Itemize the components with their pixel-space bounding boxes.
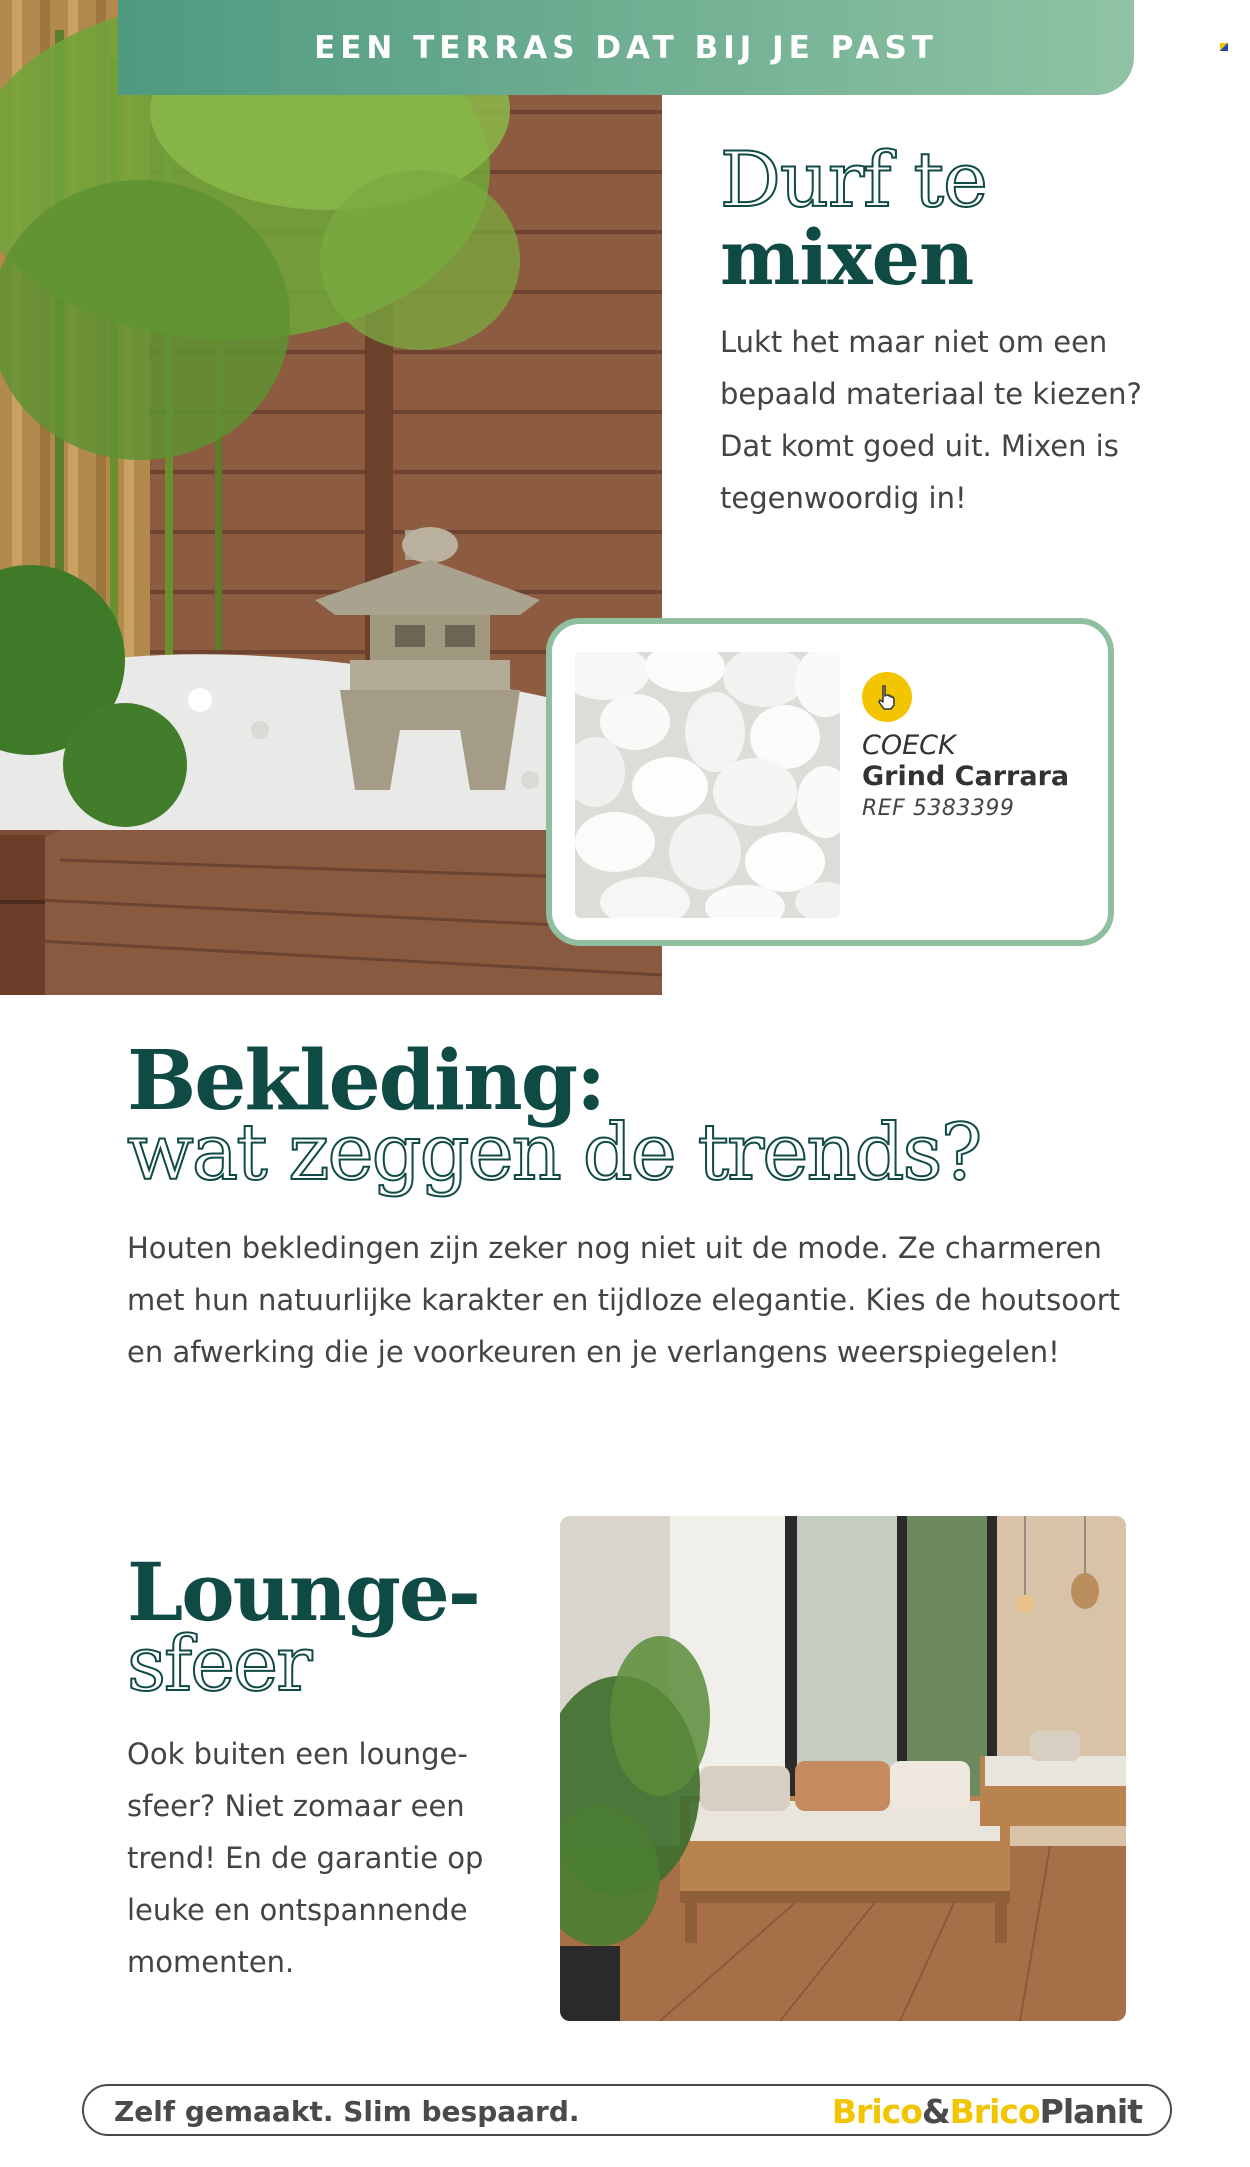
mixen-heading-outline: Durf te <box>720 135 988 224</box>
mixen-body: Lukt het maar niet om een bepaald materiaal te kiezen? Dat komt goed uit. Mixen is tegenwoordig in! <box>720 325 1142 515</box>
footer-bar <box>82 2084 1172 2136</box>
product-brand: COECK <box>862 730 956 761</box>
brico-logo[interactable] <box>832 2092 1142 2131</box>
bekleding-body: Houten bekledingen zijn zeker nog niet uit de mode. Ze charmeren met hun natuurlijke karakter en tijdloze elegantie. Kies de houtsoort en afwerking die je voorkeuren en je verlangens weerspiegelen! <box>127 1231 1121 1369</box>
bekleding-heading-outline: wat zeggen de trends? <box>127 1108 981 1198</box>
product-card[interactable] <box>546 618 1114 946</box>
lounge-terrace-photo <box>560 1516 1126 2021</box>
logo-part-brico: Brico <box>831 2092 922 2131</box>
brand-mark-icon <box>1220 43 1228 51</box>
banner-title: EEN TERRAS DAT BIJ JE PAST <box>314 29 938 66</box>
lounge-heading-solid: Lounge- <box>127 1545 479 1639</box>
header-banner <box>118 0 1134 95</box>
pointing-hand-icon <box>862 672 912 722</box>
logo-part-planit: Planit <box>1039 2092 1142 2131</box>
lounge-body: Ook buiten een lounge-sfeer? Niet zomaar een trend! En de garantie op leuke en ontspannende momenten. <box>127 1737 484 1979</box>
mixen-heading <box>720 135 988 302</box>
product-image <box>575 652 840 918</box>
lounge-heading <box>127 1545 479 1708</box>
lounge-heading-outline: sfeer <box>127 1619 311 1708</box>
product-name: Grind Carrara <box>862 761 1070 792</box>
bekleding-heading-solid: Bekleding: <box>127 1033 605 1129</box>
bekleding-heading <box>127 1033 981 1198</box>
product-ref: REF 5383399 <box>862 796 1015 821</box>
footer-tagline: Zelf gemaakt. Slim bespaard. <box>114 2095 580 2128</box>
logo-ampersand: & <box>921 2092 950 2131</box>
logo-part-brico-2: Brico <box>949 2092 1040 2131</box>
mixen-heading-solid: mixen <box>720 213 974 302</box>
